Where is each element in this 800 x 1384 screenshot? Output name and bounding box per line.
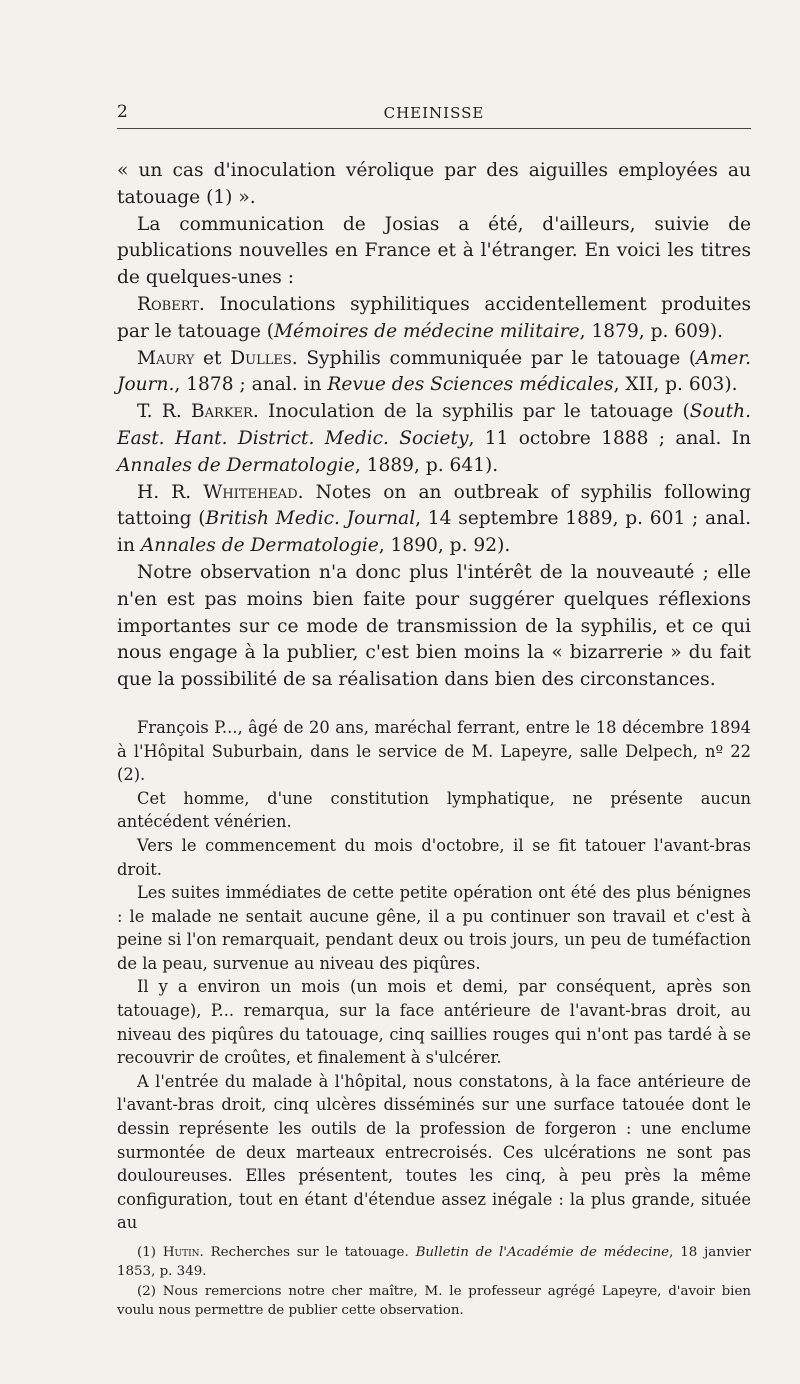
reference-journal: South. East. Hant. District. Medic. Society [117,401,751,449]
observation-paragraph: Vers le commencement du mois d'octobre, il se fit tatouer l'avant-bras droit. [117,835,751,879]
reference-journal: Amer. Journ. [117,347,751,396]
observation-section [117,716,751,1235]
intro-section [117,158,751,694]
reference-item: H. R. Whitehead. Notes on an outbreak of syphilis following tattoing (British Medic. Journal, 14 septembre 1889, p. 601 ; anal. in Annales de Dermatologie, 1890, p. 92). [117,481,752,557]
reference-author: Robert. [137,293,205,315]
reference-author: Dulles. [230,347,298,369]
page-number: 2 [117,102,128,122]
reference-journal: British Medic. Journal [205,508,416,530]
quote-paragraph: « un cas d'inoculation vérolique par des aiguilles employées au tatouage (1) ». [117,160,751,208]
reference-journal: Revue des Sciences médicales [327,374,614,396]
footnotes [117,1243,751,1320]
reference-item: Maury et Dulles. Syphilis communiquée par le tatouage (Amer. Journ., 1878 ; anal. in Revue des Sciences médicales, XII, p. 603). [117,347,751,396]
reference-journal: Annales de Dermatologie [117,454,355,476]
reference-author: Maury [137,347,195,369]
observation-paragraph: François P..., âgé de 20 ans, maréchal ferrant, entre le 18 décembre 1894 à l'Hôpital Suburbain, dans le service de M. Lapeyre, salle Delpech, nº 22 (2). [117,717,751,785]
observation-paragraph: Cet homme, d'une constitution lymphatique, ne présente aucun antécédent vénérien. [117,788,751,832]
reference-author: Barker. [190,401,259,423]
reference-author: Whitehead. [203,481,304,503]
running-title: CHEINISSE [383,104,485,122]
page-body [117,158,751,1321]
reference-item: Robert. Inoculations syphilitiques accidentellement produites par le tatouage (Mémoires de médecine militaire, 1879, p. 609). [117,293,751,342]
conclusion-paragraph: Notre observation n'a donc plus l'intérêt de la nouveauté ; elle n'en est pas moins bien faite pour suggérer quelques réflexions importantes sur ce mode de transmission de la syphilis, et ce qui nous engage à la publier, c'est bien moins la « bizarrerie » du fait que la possibilité de sa réalisation dans bien des circonstances. [117,561,751,691]
observation-paragraph: A l'entrée du malade à l'hôpital, nous constatons, à la face antérieure de l'avant-bras droit, cinq ulcères disséminés sur une surface tatouée dont le dessin représente les outils de la profession de forgeron : une enclume surmontée de deux marteaux entrecroisés. Ces ulcérations ne sont pas douloureuses. Elles présentent, toutes les cinq, à peu près la même configuration, tout en étant d'étendue assez inégale : la plus grande, située au [117,1071,751,1233]
reference-journal: Mémoires de médecine militaire [274,320,580,342]
observation-paragraph: Les suites immédiates de cette petite opération ont été des plus bénignes : le malade ne sentait aucune gêne, il a pu continuer son travail et c'est à peine si l'on remarquait, pendant deux ou trois jours, un peu de tuméfaction de la peau, survenue au niveau des piqûres. [117,883,751,973]
reference-journal: Annales de Dermatologie [140,535,379,557]
observation-paragraph: Il y a environ un mois (un mois et demi, par conséquent, après son tatouage), P... remarqua, sur la face antérieure de l'avant-bras droit, au niveau des piqûres du tatouage, cinq saillies rouges qui n'ont pas tardé à se recouvrir de croûtes, et finalement à s'ulcérer. [117,977,751,1068]
reference-item: T. R. Barker. Inoculation de la syphilis par le tatouage (South. East. Hant. District. Medic. Society, 11 octobre 1888 ; anal. In Annales de Dermatologie, 1889, p. 641). [117,401,751,476]
footnote-2: (2) Nous remercions notre cher maître, M. le professeur agrégé Lapeyre, d'avoir bien voulu nous permettre de publier cette observation. [117,1284,751,1318]
footnote-1: (1) Hutin. Recherches sur le tatouage. Bulletin de l'Académie de médecine, 18 janvier 1853, p. 349. [117,1245,751,1279]
running-header [117,100,751,129]
intro-paragraph: La communication de Josias a été, d'ailleurs, suivie de publications nouvelles en France et à l'étranger. En voici les titres de quelques-unes : [117,213,751,289]
